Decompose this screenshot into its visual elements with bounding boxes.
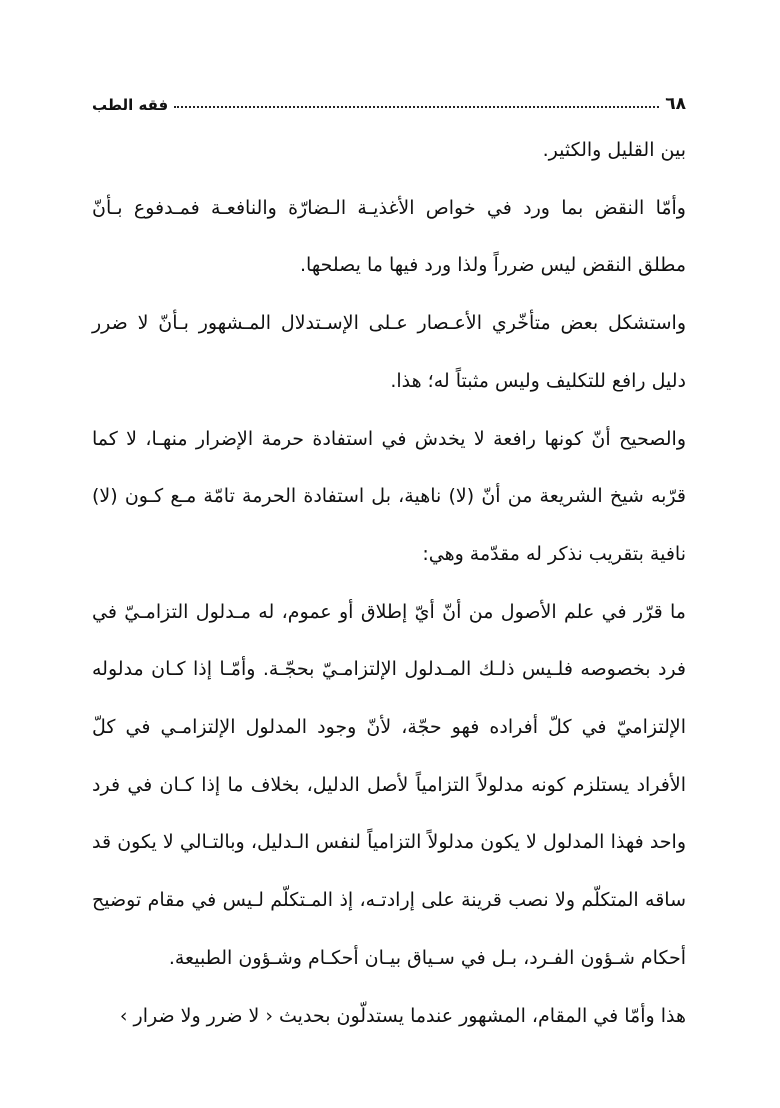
page-body	[92, 122, 686, 1045]
paragraph-2: وأمّا النقض بما ورد في خواص الأغذيـة الـضارّة والنافعـة فمـدفوع بـأنّ مطلق النقض ليس ضرراً ولذا ورد فيها ما يصلحها.	[92, 196, 686, 277]
paragraph-3: واستشكل بعض متأخّري الأعـصار عـلى الإسـتدلال المـشهور بـأنّ لا ضرر دليل رافع للتكليف وليس مثبتاً له؛ هذا.	[92, 312, 686, 392]
page-header	[92, 88, 686, 114]
header-leader-dots	[174, 106, 659, 108]
paragraph-6: هذا وأمّا في المقام، المشهور عندما يستدلّون بحديث ‹ لا ضرر ولا ضرار ›	[119, 1004, 686, 1027]
book-title: فقه الطب	[92, 96, 169, 114]
page-number: ٦٨	[665, 94, 686, 114]
paragraph-1: بين القليل والكثير.	[542, 139, 686, 161]
paragraph-4: والصحيح أنّ كونها رافعة لا يخدش في استفادة حرمة الإضرار منهـا، لا كما قرّبه شيخ الشريعة من أنّ (لا) ناهية، بل استفادة الحرمة تامّة مـع كـون (لا) نافية بتقريب نذكر له مقدّمة وهي:	[92, 427, 686, 565]
paragraph-5: ما قرّر في علم الأصول من أنّ أيّ إطلاق أو عموم، له مـدلول التزامـيّ في فرد بخصوصه فلـيس ذلـك المـدلول الإلتزامـيّ بحجّـة. وأمّـا إذا كـان مدلوله الإلتزاميّ في كلّ أفراده فهو حجّة، لأنّ وجود المدلول الإلتزامـي في كلّ الأفراد يستلزم كونه مدلولاً التزامياً لأصل الدليل، بخلاف ما إذا كـان في فرد واحد فهذا المدلول لا يكون مدلولاً التزامياً لنفس الـدليل، وبالتـالي لا يكون قد ساقه المتكلّم ولا نصب قرينة على إرادتـه، إذ المـتكلّم لـيس في مقام توضيح أحكام شـؤون الفـرد، بـل في سـياق بيـان أحكـام وشـؤون الطبيعة.	[92, 600, 686, 969]
